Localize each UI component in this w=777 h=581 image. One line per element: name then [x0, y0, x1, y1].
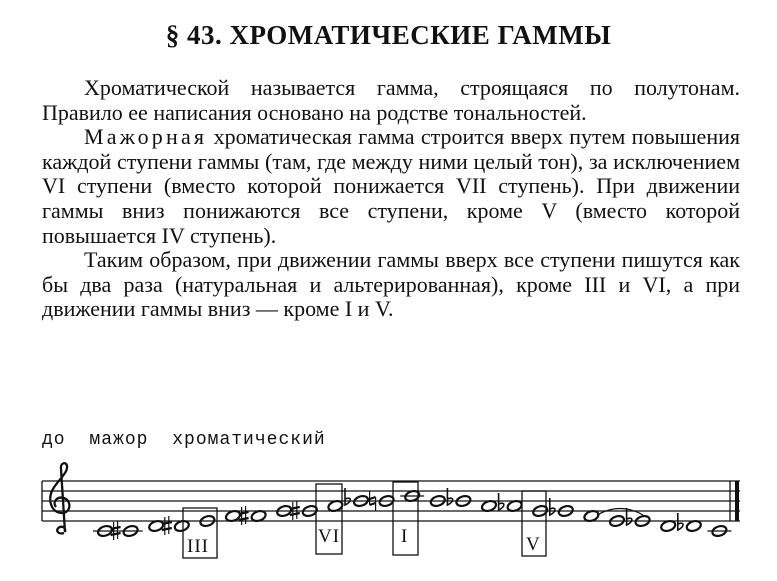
note-7: [239, 506, 267, 525]
tie: [597, 509, 643, 516]
box-label-iii: III: [187, 536, 209, 557]
box-label-i: I: [401, 526, 409, 547]
note-4: [162, 516, 190, 535]
section-title: § 43. ХРОМАТИЧЕСКИЕ ГАММЫ: [165, 20, 612, 50]
note-24: [678, 513, 702, 533]
body-text: [42, 76, 740, 322]
example-caption: [42, 430, 326, 450]
music-staff: [0, 455, 777, 575]
treble-clef-icon: [50, 463, 69, 533]
box-label-vi: VI: [318, 526, 341, 547]
caption-mode: мажор: [89, 430, 149, 450]
note-17: [499, 493, 523, 513]
notes-layer: [93, 488, 731, 540]
paragraph-2: [42, 125, 740, 248]
staff-lines: [42, 481, 740, 521]
paragraph-3: Таким образом, при движении гаммы вверх все ступени пишутся как бы два раза (натуральная и альтерированная), кроме III и VI, а при движении гаммы вниз — кроме I и V.: [42, 247, 740, 322]
emphasis-word: Мажорная: [84, 124, 208, 150]
caption-key: до: [42, 430, 66, 450]
paragraph-2-text: хроматическая гамма строится вверх путем повышения каждой ступени гаммы (там, где между ними целый тон), за исключением VI ступени (вместо которой понижается VII ступень). При движении гаммы вниз понижаются все ступени, кроме V (вместо которой повышается IV ступень).: [42, 124, 740, 248]
paragraph-1: Хроматической называется гамма, строящаяся по полутонам. Правило ее написания основано на родстве тональностей.: [42, 75, 740, 125]
note-25: [707, 524, 731, 537]
caption-type: хроматический: [172, 430, 326, 450]
box-label-v: V: [526, 534, 541, 555]
